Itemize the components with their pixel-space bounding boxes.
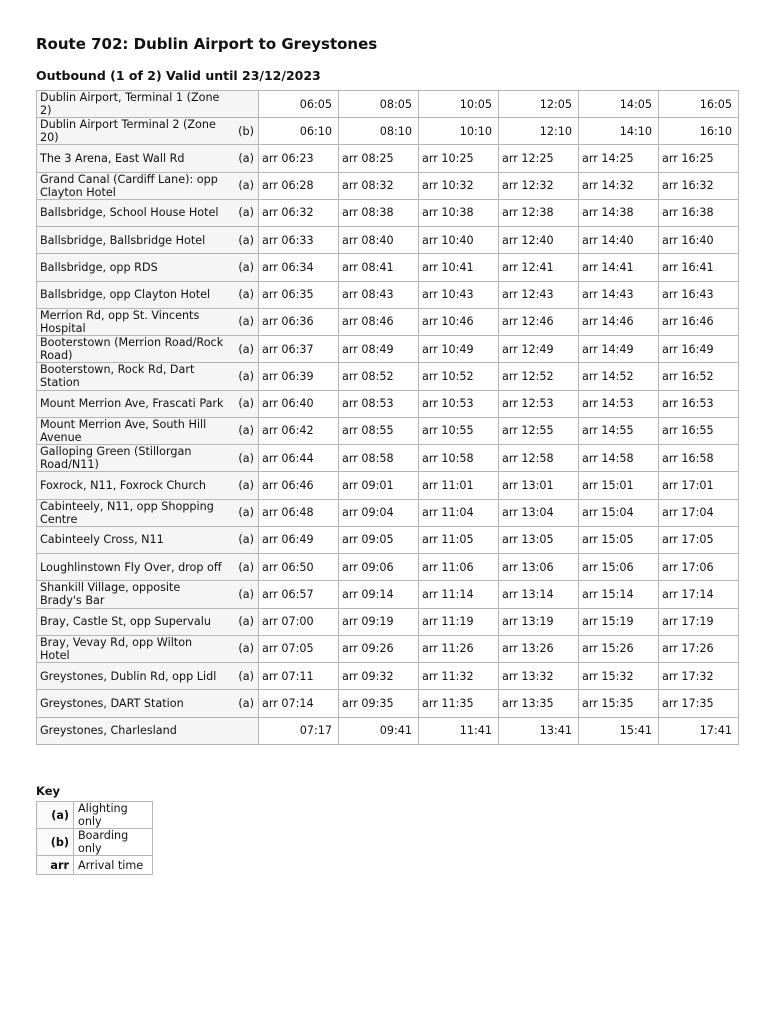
stop-name: Mount Merrion Ave, Frascati Park <box>37 390 228 417</box>
stop-name: Dublin Airport, Terminal 1 (Zone 2) <box>37 91 228 118</box>
page-title: Route 702: Dublin Airport to Greystones <box>36 35 378 53</box>
departure-time: arr 10:49 <box>419 336 499 363</box>
departure-time: arr 16:55 <box>659 417 739 444</box>
stop-flag: (a) <box>227 199 259 226</box>
departure-time: arr 06:42 <box>259 417 339 444</box>
departure-time: arr 10:38 <box>419 199 499 226</box>
table-row <box>37 663 739 690</box>
departure-time: arr 14:58 <box>579 445 659 472</box>
departure-time: arr 08:25 <box>339 145 419 172</box>
stop-name: Ballsbridge, opp Clayton Hotel <box>37 281 228 308</box>
stop-name: Foxrock, N11, Foxrock Church <box>37 472 228 499</box>
departure-time: 07:17 <box>259 717 339 744</box>
departure-time: arr 08:43 <box>339 281 419 308</box>
departure-time: arr 11:14 <box>419 581 499 608</box>
stop-name: Cabinteely, N11, opp Shopping Centre <box>37 499 228 526</box>
departure-time: 06:10 <box>259 118 339 145</box>
departure-time: arr 06:57 <box>259 581 339 608</box>
departure-time: arr 11:35 <box>419 690 499 717</box>
departure-time: 09:41 <box>339 717 419 744</box>
timetable-body <box>37 91 739 745</box>
key-code: arr <box>37 856 74 875</box>
departure-time: arr 11:32 <box>419 663 499 690</box>
table-row <box>37 363 739 390</box>
departure-time: arr 10:55 <box>419 417 499 444</box>
table-row <box>37 554 739 581</box>
table-row <box>37 472 739 499</box>
table-row <box>37 118 739 145</box>
departure-time: arr 17:06 <box>659 554 739 581</box>
departure-time: arr 16:25 <box>659 145 739 172</box>
departure-time: 13:41 <box>499 717 579 744</box>
table-row <box>37 199 739 226</box>
departure-time: arr 06:32 <box>259 199 339 226</box>
departure-time: arr 12:49 <box>499 336 579 363</box>
departure-time: arr 12:52 <box>499 363 579 390</box>
stop-name: Greystones, Charlesland <box>37 717 228 744</box>
departure-time: arr 15:05 <box>579 526 659 553</box>
stop-flag: (a) <box>227 445 259 472</box>
departure-time: arr 14:55 <box>579 417 659 444</box>
key-code: (a) <box>37 802 74 829</box>
departure-time: arr 12:25 <box>499 145 579 172</box>
key-title: Key <box>36 784 61 798</box>
departure-time: arr 13:35 <box>499 690 579 717</box>
departure-time: arr 15:19 <box>579 608 659 635</box>
departure-time: arr 06:23 <box>259 145 339 172</box>
departure-time: arr 06:34 <box>259 254 339 281</box>
departure-time: arr 16:52 <box>659 363 739 390</box>
stop-name: Galloping Green (Stillorgan Road/N11) <box>37 445 228 472</box>
departure-time: arr 11:26 <box>419 635 499 662</box>
departure-time: 06:05 <box>259 91 339 118</box>
stop-name: Mount Merrion Ave, South Hill Avenue <box>37 417 228 444</box>
stop-flag: (a) <box>227 608 259 635</box>
departure-time: arr 11:04 <box>419 499 499 526</box>
departure-time: arr 09:19 <box>339 608 419 635</box>
departure-time: arr 13:32 <box>499 663 579 690</box>
departure-time: arr 06:28 <box>259 172 339 199</box>
table-row <box>37 526 739 553</box>
departure-time: 14:05 <box>579 91 659 118</box>
stop-flag: (a) <box>227 145 259 172</box>
departure-time: arr 15:35 <box>579 690 659 717</box>
departure-time: 11:41 <box>419 717 499 744</box>
stop-flag: (a) <box>227 172 259 199</box>
table-row <box>37 635 739 662</box>
departure-time: arr 06:35 <box>259 281 339 308</box>
table-row <box>37 336 739 363</box>
stop-name: Bray, Vevay Rd, opp Wilton Hotel <box>37 635 228 662</box>
departure-time: arr 09:26 <box>339 635 419 662</box>
table-row <box>37 581 739 608</box>
table-row <box>37 717 739 744</box>
departure-time: arr 14:53 <box>579 390 659 417</box>
departure-time: arr 16:46 <box>659 308 739 335</box>
departure-time: arr 08:52 <box>339 363 419 390</box>
table-row <box>37 254 739 281</box>
table-row <box>37 499 739 526</box>
departure-time: arr 12:40 <box>499 227 579 254</box>
departure-time: arr 17:35 <box>659 690 739 717</box>
stop-flag: (a) <box>227 227 259 254</box>
departure-time: 16:10 <box>659 118 739 145</box>
departure-time: 14:10 <box>579 118 659 145</box>
departure-time: arr 10:41 <box>419 254 499 281</box>
departure-time: arr 08:41 <box>339 254 419 281</box>
stop-flag: (a) <box>227 281 259 308</box>
table-row <box>37 145 739 172</box>
departure-time: arr 11:01 <box>419 472 499 499</box>
stop-name: Ballsbridge, Ballsbridge Hotel <box>37 227 228 254</box>
stop-flag: (b) <box>227 118 259 145</box>
departure-time: arr 13:04 <box>499 499 579 526</box>
stop-flag: (a) <box>227 554 259 581</box>
departure-time: arr 09:14 <box>339 581 419 608</box>
departure-time: arr 13:01 <box>499 472 579 499</box>
departure-time: arr 06:36 <box>259 308 339 335</box>
departure-time: arr 06:49 <box>259 526 339 553</box>
departure-time: arr 17:32 <box>659 663 739 690</box>
departure-time: arr 16:38 <box>659 199 739 226</box>
departure-time: arr 08:38 <box>339 199 419 226</box>
departure-time: 08:10 <box>339 118 419 145</box>
departure-time: arr 14:52 <box>579 363 659 390</box>
table-row <box>37 690 739 717</box>
departure-time: 10:10 <box>419 118 499 145</box>
departure-time: arr 17:01 <box>659 472 739 499</box>
departure-time: 16:05 <box>659 91 739 118</box>
departure-time: arr 13:14 <box>499 581 579 608</box>
key-row <box>37 829 153 856</box>
stop-flag: (a) <box>227 363 259 390</box>
departure-time: arr 15:32 <box>579 663 659 690</box>
stop-flag <box>227 91 259 118</box>
departure-time: arr 17:14 <box>659 581 739 608</box>
departure-time: arr 10:52 <box>419 363 499 390</box>
departure-time: arr 12:38 <box>499 199 579 226</box>
departure-time: arr 12:53 <box>499 390 579 417</box>
stop-flag: (a) <box>227 690 259 717</box>
departure-time: arr 17:26 <box>659 635 739 662</box>
departure-time: arr 08:49 <box>339 336 419 363</box>
timetable-subtitle: Outbound (1 of 2) Valid until 23/12/2023 <box>36 68 321 83</box>
departure-time: 10:05 <box>419 91 499 118</box>
departure-time: 12:05 <box>499 91 579 118</box>
departure-time: 17:41 <box>659 717 739 744</box>
departure-time: arr 09:35 <box>339 690 419 717</box>
table-row <box>37 91 739 118</box>
table-row <box>37 281 739 308</box>
stop-flag: (a) <box>227 308 259 335</box>
stop-name: Greystones, DART Station <box>37 690 228 717</box>
departure-time: arr 12:32 <box>499 172 579 199</box>
departure-time: arr 06:37 <box>259 336 339 363</box>
departure-time: arr 12:46 <box>499 308 579 335</box>
departure-time: arr 09:05 <box>339 526 419 553</box>
departure-time: arr 17:05 <box>659 526 739 553</box>
key-row <box>37 802 153 829</box>
departure-time: arr 07:14 <box>259 690 339 717</box>
departure-time: arr 06:48 <box>259 499 339 526</box>
key-row <box>37 856 153 875</box>
stop-name: Shankill Village, opposite Brady's Bar <box>37 581 228 608</box>
departure-time: arr 15:14 <box>579 581 659 608</box>
table-row <box>37 608 739 635</box>
departure-time: arr 15:06 <box>579 554 659 581</box>
departure-time: arr 06:40 <box>259 390 339 417</box>
departure-time: arr 16:40 <box>659 227 739 254</box>
stop-name: Loughlinstown Fly Over, drop off <box>37 554 228 581</box>
departure-time: arr 15:04 <box>579 499 659 526</box>
departure-time: arr 16:53 <box>659 390 739 417</box>
table-row <box>37 308 739 335</box>
departure-time: arr 14:41 <box>579 254 659 281</box>
departure-time: arr 07:00 <box>259 608 339 635</box>
departure-time: arr 16:43 <box>659 281 739 308</box>
departure-time: arr 08:32 <box>339 172 419 199</box>
stop-flag: (a) <box>227 635 259 662</box>
stop-name: Cabinteely Cross, N11 <box>37 526 228 553</box>
stop-name: Dublin Airport Terminal 2 (Zone 20) <box>37 118 228 145</box>
departure-time: arr 08:53 <box>339 390 419 417</box>
departure-time: 12:10 <box>499 118 579 145</box>
departure-time: arr 06:50 <box>259 554 339 581</box>
departure-time: arr 09:01 <box>339 472 419 499</box>
departure-time: arr 17:04 <box>659 499 739 526</box>
departure-time: arr 08:55 <box>339 417 419 444</box>
departure-time: arr 14:25 <box>579 145 659 172</box>
departure-time: arr 09:04 <box>339 499 419 526</box>
stop-name: Booterstown (Merrion Road/Rock Road) <box>37 336 228 363</box>
departure-time: arr 07:05 <box>259 635 339 662</box>
departure-time: arr 10:40 <box>419 227 499 254</box>
departure-time: arr 12:58 <box>499 445 579 472</box>
departure-time: arr 10:25 <box>419 145 499 172</box>
departure-time: arr 10:46 <box>419 308 499 335</box>
departure-time: arr 06:46 <box>259 472 339 499</box>
departure-time: arr 14:40 <box>579 227 659 254</box>
table-row <box>37 390 739 417</box>
table-row <box>37 172 739 199</box>
table-row <box>37 445 739 472</box>
departure-time: arr 10:32 <box>419 172 499 199</box>
stop-flag: (a) <box>227 336 259 363</box>
stop-name: Greystones, Dublin Rd, opp Lidl <box>37 663 228 690</box>
departure-time: 15:41 <box>579 717 659 744</box>
departure-time: arr 14:32 <box>579 172 659 199</box>
key-table <box>36 801 153 875</box>
stop-name: The 3 Arena, East Wall Rd <box>37 145 228 172</box>
departure-time: arr 11:06 <box>419 554 499 581</box>
departure-time: arr 16:32 <box>659 172 739 199</box>
stop-name: Ballsbridge, School House Hotel <box>37 199 228 226</box>
stop-name: Booterstown, Rock Rd, Dart Station <box>37 363 228 390</box>
stop-flag: (a) <box>227 526 259 553</box>
stop-name: Ballsbridge, opp RDS <box>37 254 228 281</box>
departure-time: 08:05 <box>339 91 419 118</box>
departure-time: arr 13:05 <box>499 526 579 553</box>
departure-time: arr 15:01 <box>579 472 659 499</box>
departure-time: arr 12:43 <box>499 281 579 308</box>
departure-time: arr 16:41 <box>659 254 739 281</box>
key-label: Boarding only <box>74 829 153 856</box>
key-code: (b) <box>37 829 74 856</box>
departure-time: arr 17:19 <box>659 608 739 635</box>
departure-time: arr 12:55 <box>499 417 579 444</box>
timetable <box>36 90 739 745</box>
stop-flag: (a) <box>227 581 259 608</box>
stop-name: Grand Canal (Cardiff Lane): opp Clayton Hotel <box>37 172 228 199</box>
stop-name: Merrion Rd, opp St. Vincents Hospital <box>37 308 228 335</box>
stop-flag: (a) <box>227 499 259 526</box>
stop-flag: (a) <box>227 417 259 444</box>
departure-time: arr 07:11 <box>259 663 339 690</box>
departure-time: arr 13:06 <box>499 554 579 581</box>
departure-time: arr 16:49 <box>659 336 739 363</box>
departure-time: arr 06:44 <box>259 445 339 472</box>
departure-time: arr 10:53 <box>419 390 499 417</box>
departure-time: arr 12:41 <box>499 254 579 281</box>
departure-time: arr 08:58 <box>339 445 419 472</box>
departure-time: arr 16:58 <box>659 445 739 472</box>
table-row <box>37 417 739 444</box>
departure-time: arr 14:46 <box>579 308 659 335</box>
key-label: Alighting only <box>74 802 153 829</box>
departure-time: arr 13:26 <box>499 635 579 662</box>
stop-flag: (a) <box>227 390 259 417</box>
departure-time: arr 14:49 <box>579 336 659 363</box>
stop-flag: (a) <box>227 663 259 690</box>
departure-time: arr 09:06 <box>339 554 419 581</box>
departure-time: arr 06:33 <box>259 227 339 254</box>
departure-time: arr 11:19 <box>419 608 499 635</box>
stop-flag <box>227 717 259 744</box>
departure-time: arr 14:43 <box>579 281 659 308</box>
departure-time: arr 10:43 <box>419 281 499 308</box>
key-body <box>37 802 153 875</box>
departure-time: arr 08:40 <box>339 227 419 254</box>
table-row <box>37 227 739 254</box>
stop-flag: (a) <box>227 254 259 281</box>
key-label: Arrival time <box>74 856 153 875</box>
departure-time: arr 06:39 <box>259 363 339 390</box>
departure-time: arr 13:19 <box>499 608 579 635</box>
departure-time: arr 14:38 <box>579 199 659 226</box>
stop-name: Bray, Castle St, opp Supervalu <box>37 608 228 635</box>
departure-time: arr 09:32 <box>339 663 419 690</box>
departure-time: arr 11:05 <box>419 526 499 553</box>
stop-flag: (a) <box>227 472 259 499</box>
departure-time: arr 10:58 <box>419 445 499 472</box>
departure-time: arr 08:46 <box>339 308 419 335</box>
departure-time: arr 15:26 <box>579 635 659 662</box>
